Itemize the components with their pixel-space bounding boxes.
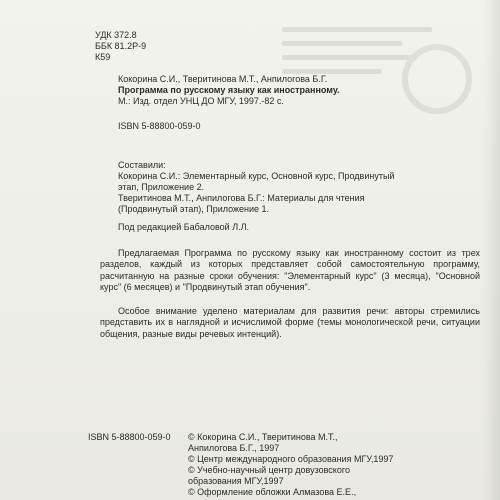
isbn-bottom: ISBN 5-88800-059-0 [88,432,171,442]
udk-code: УДК 372.8 [95,30,137,40]
compilers-line: Тверитинова М.Т., Анпилогова Б.Г.: Материалы для чтения [118,193,365,203]
bibliographic-record [118,74,340,107]
copyright-line: Анпилогова Б.Г., 1997 [188,443,280,453]
compilers-block [118,160,394,215]
catalog-codes [95,30,146,63]
copyright-line: © Учебно-научный центр довузовского [188,465,350,475]
copyright-block [188,432,393,498]
annotation-paragraph-1: Предлагаемая Программа по русскому языку как иностранному состоит из трех разделов, каждый из которых представляет собой самостоятельную программу, расчитанную на разные сроки обучения: "Элементарный курс" (3 месяца), "Основной курс" (6 месяцев) и "Продвинутый этап обучения". [100,248,480,292]
authors-line: Кокорина С.И., Тверитинова М.Т., Анпилогова Б.Г. [118,74,328,84]
copyright-line: образования МГУ,1997 [188,476,284,486]
editor-line: Под редакцией Бабаловой Л.Л. [118,222,250,232]
compilers-heading: Составили: [118,160,166,170]
compilers-line: (Продвинутый этап), Приложение 1. [118,204,270,214]
copyright-line: © Кокорина С.И., Тверитинова М.Т., [188,432,338,442]
bbk-code: ББК 81.2Р-9 [95,41,147,51]
book-title: Программа по русскому языку как иностранному. [118,85,340,95]
bleed-through-logo [282,18,492,128]
compilers-line: Кокорина С.И.: Элементарный курс, Основной курс, Продвинутый [118,171,395,181]
copyright-line: © Оформление обложки Алмазова Е.Е., [188,487,357,497]
annotation-paragraph-2: Особое внимание уделено материалам для развития речи: авторы стремились представить их в наглядной и исчислимой форме (темы монологической речи, ситуации общения, разные виды речевых интенций). [100,306,480,339]
copyright-line: © Центр международного образования МГУ,1997 [188,454,394,464]
author-sign: К59 [95,52,111,62]
imprint-line: М.: Изд. отдел УНЦ ДО МГУ, 1997.-82 с. [118,96,284,106]
compilers-line: этап, Приложение 2. [118,182,205,192]
isbn-top: ISBN 5-88800-059-0 [118,121,201,131]
